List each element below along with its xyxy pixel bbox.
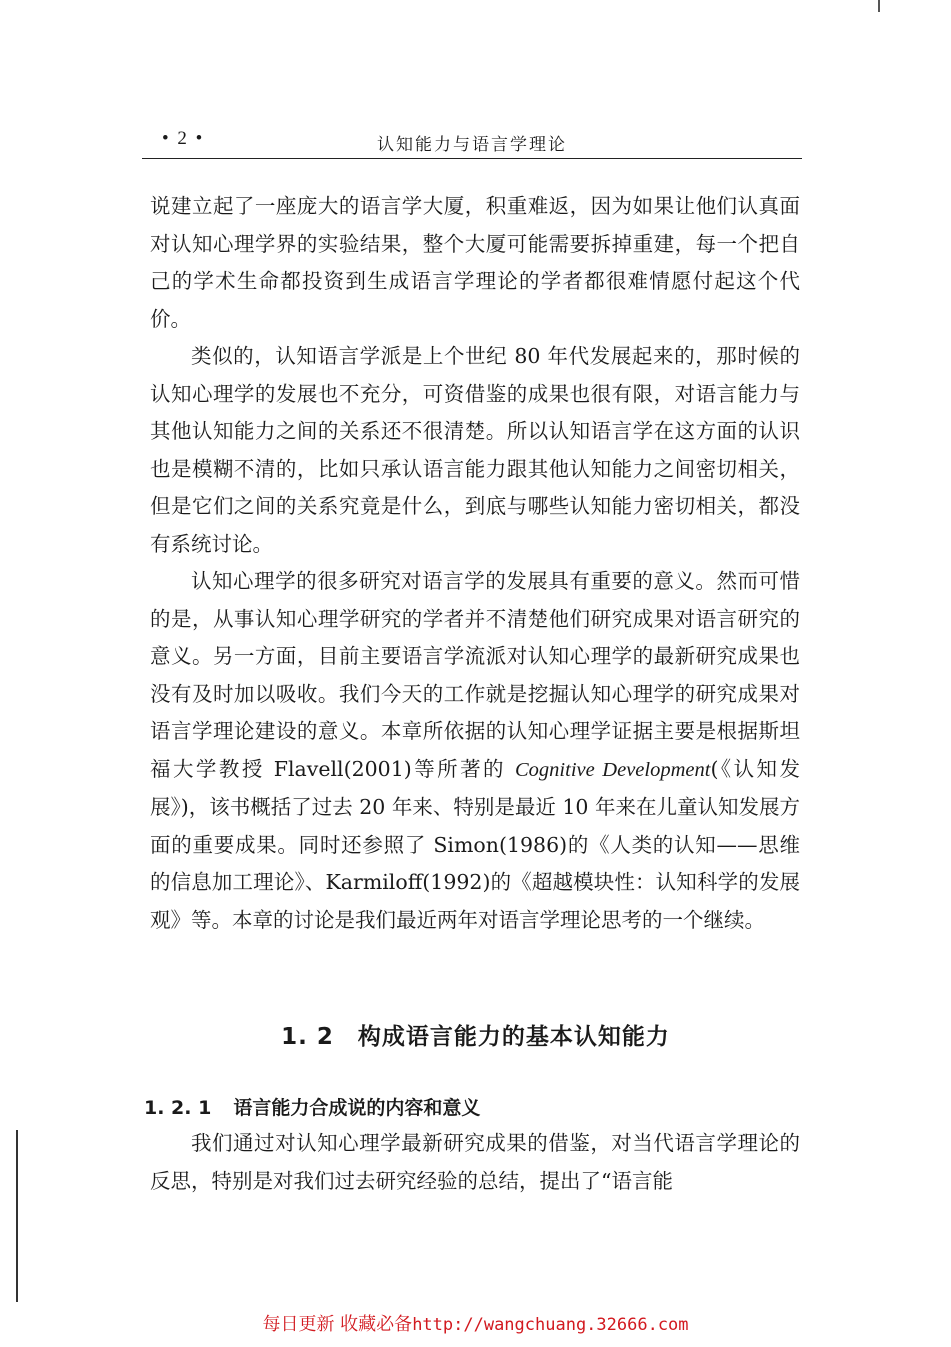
paragraph bbox=[150, 563, 800, 939]
running-header bbox=[142, 124, 802, 159]
section-title: 构成语言能力的基本认知能力 bbox=[357, 1024, 670, 1050]
scan-edge-line bbox=[16, 1130, 18, 1302]
page-number: • 2 • bbox=[162, 128, 205, 149]
paragraph: 我们通过对认知心理学最新研究成果的借鉴，对当代语言学理论的反思，特别是对我们过去研究经验的总结，提出了“语言能 bbox=[150, 1131, 800, 1193]
paragraph-text: 认知心理学的很多研究对语言学的发展具有重要的意义。然而可惜的是，从事认知心理学研究的学者并不清楚他们研究成果对语言研究的意义。另一方面，目前主要语言学流派对认知心理学的最新研究成果也没有及时加以吸收。我们今天的工作就是挖掘认知心理学的研究成果对语言学理论建设的意义。本章所依据的认知心理学证据主要是根据斯坦福大学教授 Flavell(2001)等所著的 bbox=[150, 569, 800, 781]
footer-watermark bbox=[0, 1310, 951, 1336]
running-title: 认知能力与语言学理论 bbox=[377, 135, 567, 155]
paragraph-text: (《认知发展》)，该书概括了过去 20 年来、特别是最近 10 年来在儿童认知发展方面的重要成果。同时还参照了 Simon(1986)的《人类的认知——思维的信息加工理论》、Karmiloff(1992)的《超越模块性：认知科学的发展观》等。本章的讨论是我们最近两年对语言学理论思考的一个继续。 bbox=[150, 756, 801, 932]
paragraph: 类似的，认知语言学派是上个世纪 80 年代发展起来的，那时候的认知心理学的发展也不充分，可资借鉴的成果也很有限，对语言能力与其他认知能力之间的关系还不很清楚。所以认知语言学在这方面的认识也是模糊不清的，比如只承认语言能力跟其他认知能力之间密切相关，但是它们之间的关系究竟是什么，到底与哪些认知能力密切相关，都没有系统讨论。 bbox=[150, 344, 800, 556]
subsection-number: 1. 2. 1 bbox=[144, 1097, 212, 1119]
watermark-url: http://wangchuang.32666.com bbox=[412, 1315, 689, 1335]
scan-artifact-mark bbox=[878, 0, 880, 12]
subsection-heading bbox=[144, 1093, 480, 1120]
section-number: 1. 2 bbox=[281, 1024, 334, 1050]
subsection-title: 语言能力合成说的内容和意义 bbox=[233, 1097, 481, 1119]
book-title-italic: Cognitive Development bbox=[515, 758, 711, 781]
watermark-label: 每日更新 收藏必备 bbox=[262, 1314, 413, 1335]
section-heading bbox=[0, 1018, 951, 1051]
body-text-top bbox=[150, 188, 800, 939]
paragraph-continued: 说建立起了一座庞大的语言学大厦，积重难返，因为如果让他们认真面对认知心理学界的实验结果，整个大厦可能需要拆掉重建，每一个把自己的学术生命都投资到生成语言学理论的学者都很难情愿付起这个代价。 bbox=[150, 194, 800, 331]
body-text-bottom bbox=[150, 1125, 800, 1200]
